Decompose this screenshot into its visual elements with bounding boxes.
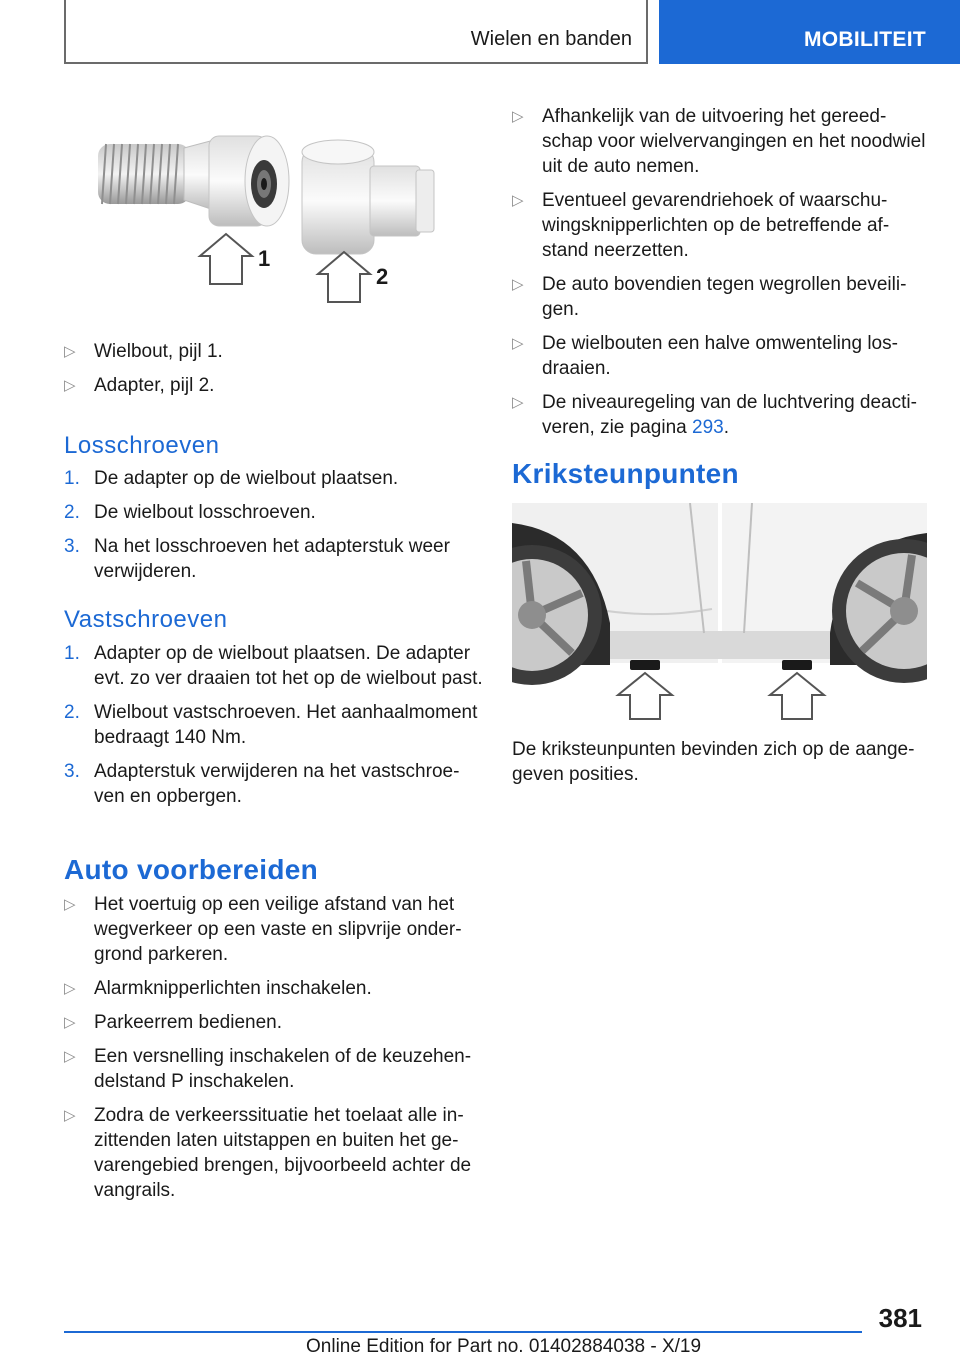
list-item: ▷ Het voertuig op een veilige afstand van het wegverkeer op een vaste en slipvrije onder-grond parkeren. — [64, 894, 462, 965]
list-item: ▷ Wielbout, pijl 1. — [64, 341, 223, 362]
list-item: 3. Adapterstuk verwijderen na het vastschroe-ven en opbergen. — [64, 761, 460, 807]
triangle-bullet-icon: ▷ — [512, 108, 524, 125]
jack-points-figure — [512, 503, 927, 721]
header-chapter-title: MOBILITEIT — [804, 28, 926, 51]
list-item: ▷ De niveauregeling van de luchtvering deacti-veren, zie pagina 293. — [512, 392, 917, 438]
triangle-bullet-icon: ▷ — [64, 377, 76, 394]
list-item: ▷ Afhankelijk van de uitvoering het gereed-schap voor wielvervangingen en het noodwiel uit de auto nemen. — [512, 106, 926, 177]
list-item: ▷ Alarmknipperlichten inschakelen. — [64, 978, 372, 999]
section-title-vastschroeven: Vastschroeven — [64, 606, 228, 633]
triangle-bullet-icon: ▷ — [512, 192, 524, 209]
list-item: ▷ Parkeerrem bedienen. — [64, 1012, 282, 1033]
header-chapter-box — [659, 0, 960, 64]
triangle-bullet-icon: ▷ — [64, 1014, 76, 1031]
arrow-label-2: 2 — [376, 264, 389, 289]
triangle-bullet-icon: ▷ — [64, 896, 76, 913]
kriksteunpunten-text: De kriksteunpunten bevinden zich op de aange-geven posities. — [512, 739, 915, 785]
triangle-bullet-icon: ▷ — [512, 394, 524, 411]
list-item: 2. De wielbout losschroeven. — [64, 502, 316, 523]
section-title-losschroeven: Losschroeven — [64, 432, 220, 459]
parts-list — [64, 339, 484, 407]
list-item: ▷ Een versnelling inschakelen of de keuzehen-delstand P inschakelen. — [64, 1046, 472, 1092]
footer-divider — [64, 1331, 862, 1333]
page-reference-link[interactable]: 293 — [692, 417, 724, 438]
losschroeven-steps — [64, 466, 484, 593]
section-title-auto-voorbereiden: Auto voorbereiden — [64, 854, 319, 885]
footer-edition: Online Edition for Part no. 01402884038 - X/19 — [306, 1336, 702, 1357]
triangle-bullet-icon: ▷ — [64, 343, 76, 360]
triangle-bullet-icon: ▷ — [64, 1048, 76, 1065]
arrow-label-1: 1 — [258, 246, 271, 271]
header-section-box — [64, 0, 648, 64]
triangle-bullet-icon: ▷ — [512, 276, 524, 293]
list-item: ▷ Eventueel gevarendriehoek of waarschu-wingsknipperlichten op de betreffende af-stand neerzetten. — [512, 190, 890, 261]
triangle-bullet-icon: ▷ — [64, 1107, 76, 1124]
vastschroeven-steps — [64, 641, 484, 818]
list-item: 1. De adapter op de wielbout plaatsen. — [64, 468, 399, 489]
list-item: 2. Wielbout vastschroeven. Het aanhaalmoment bedraagt 140 Nm. — [64, 702, 478, 748]
page-number: 381 — [878, 1303, 922, 1333]
section-title-kriksteunpunten: Kriksteunpunten — [512, 458, 739, 489]
voorbereiden-list-continued — [512, 104, 932, 449]
list-item: ▷ De auto bovendien tegen wegrollen beveili-gen. — [512, 274, 907, 320]
list-item: ▷ Zodra de verkeerssituatie het toelaat alle in-zittenden laten uitstappen en buiten het ge-varengebied brengen, bijvoorbeeld achter de vangrails. — [64, 1105, 472, 1201]
header-section-title: Wielen en banden — [470, 28, 632, 50]
list-item: ▷ De wielbouten een halve omwenteling los-draaien. — [512, 333, 898, 379]
triangle-bullet-icon: ▷ — [512, 335, 524, 352]
triangle-bullet-icon: ▷ — [64, 980, 76, 997]
jack-points-illustration — [512, 503, 927, 721]
list-item: 3. Na het losschroeven het adapterstuk weer verwijderen. — [64, 536, 450, 582]
list-item: ▷ Adapter, pijl 2. — [64, 375, 215, 396]
wheel-bolt-illustration — [64, 86, 484, 326]
list-item: 1. Adapter op de wielbout plaatsen. De adapter evt. zo ver draaien tot het op de wielbout past. — [64, 643, 483, 689]
voorbereiden-list — [64, 892, 484, 1212]
wheel-bolt-figure — [64, 86, 484, 326]
